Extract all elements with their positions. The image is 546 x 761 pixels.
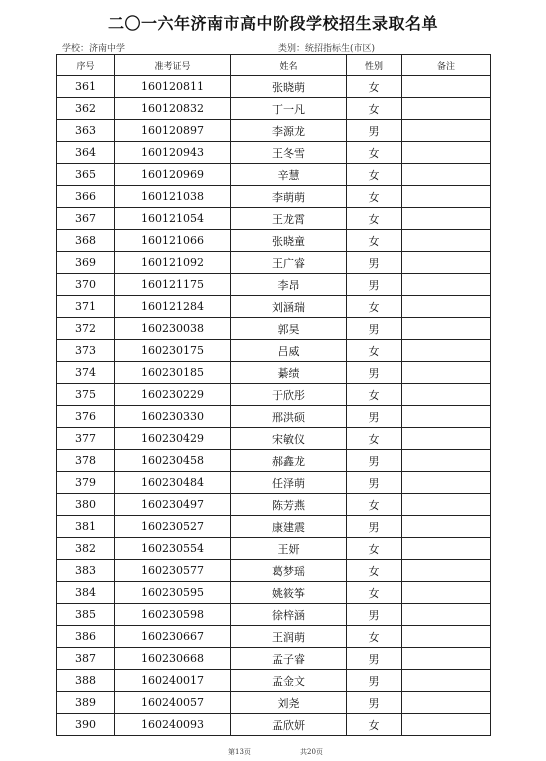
cell-seq: 376 — [57, 406, 115, 428]
cell-gender: 男 — [347, 648, 402, 670]
cell-remark — [402, 494, 491, 516]
cell-name: 王龙霄 — [231, 208, 347, 230]
cell-remark — [402, 384, 491, 406]
cell-gender: 女 — [347, 384, 402, 406]
table-row — [57, 164, 491, 186]
table-row — [57, 450, 491, 472]
cell-gender: 男 — [347, 472, 402, 494]
cell-remark — [402, 252, 491, 274]
cell-gender: 女 — [347, 340, 402, 362]
cell-exam-id: 160240057 — [115, 692, 231, 714]
cell-remark — [402, 98, 491, 120]
cell-name: 王冬雪 — [231, 142, 347, 164]
cell-remark — [402, 560, 491, 582]
cell-remark — [402, 472, 491, 494]
table-row — [57, 318, 491, 340]
cell-exam-id: 160230458 — [115, 450, 231, 472]
cell-gender: 男 — [347, 516, 402, 538]
cell-gender: 男 — [347, 604, 402, 626]
table-row — [57, 692, 491, 714]
cell-name: 张晓萌 — [231, 76, 347, 98]
cell-seq: 365 — [57, 164, 115, 186]
column-header-name: 姓名 — [231, 55, 347, 76]
cell-exam-id: 160120832 — [115, 98, 231, 120]
cell-name: 孟金文 — [231, 670, 347, 692]
cell-seq: 364 — [57, 142, 115, 164]
cell-remark — [402, 230, 491, 252]
cell-name: 康建震 — [231, 516, 347, 538]
table-row — [57, 384, 491, 406]
cell-exam-id: 160120811 — [115, 76, 231, 98]
table-row — [57, 186, 491, 208]
table-row — [57, 626, 491, 648]
cell-seq: 362 — [57, 98, 115, 120]
cell-seq: 366 — [57, 186, 115, 208]
table-row — [57, 604, 491, 626]
cell-gender: 男 — [347, 318, 402, 340]
cell-gender: 女 — [347, 164, 402, 186]
cell-remark — [402, 362, 491, 384]
cell-remark — [402, 406, 491, 428]
cell-remark — [402, 142, 491, 164]
cell-gender: 男 — [347, 670, 402, 692]
cell-exam-id: 160230595 — [115, 582, 231, 604]
cell-exam-id: 160121066 — [115, 230, 231, 252]
cell-exam-id: 160120943 — [115, 142, 231, 164]
cell-remark — [402, 604, 491, 626]
table-row — [57, 208, 491, 230]
cell-exam-id: 160230497 — [115, 494, 231, 516]
cell-seq: 383 — [57, 560, 115, 582]
cell-name: 孟子睿 — [231, 648, 347, 670]
cell-gender: 女 — [347, 296, 402, 318]
cell-name: 任泽萌 — [231, 472, 347, 494]
table-row — [57, 428, 491, 450]
table-row — [57, 648, 491, 670]
cell-seq: 370 — [57, 274, 115, 296]
cell-name: 李萌萌 — [231, 186, 347, 208]
cell-gender: 男 — [347, 120, 402, 142]
cell-seq: 386 — [57, 626, 115, 648]
cell-gender: 女 — [347, 494, 402, 516]
cell-seq: 372 — [57, 318, 115, 340]
table-row — [57, 406, 491, 428]
cell-seq: 382 — [57, 538, 115, 560]
cell-name: 刘涵瑞 — [231, 296, 347, 318]
cell-name: 王广睿 — [231, 252, 347, 274]
cell-remark — [402, 626, 491, 648]
table-row — [57, 274, 491, 296]
table-row — [57, 142, 491, 164]
cell-gender: 女 — [347, 538, 402, 560]
cell-gender: 男 — [347, 252, 402, 274]
cell-remark — [402, 318, 491, 340]
cell-name: 姚筱筝 — [231, 582, 347, 604]
cell-name: 王妍 — [231, 538, 347, 560]
table-row — [57, 340, 491, 362]
cell-name: 李昂 — [231, 274, 347, 296]
page-total: 共20页 — [300, 748, 323, 756]
table-row — [57, 120, 491, 142]
cell-remark — [402, 582, 491, 604]
cell-seq: 371 — [57, 296, 115, 318]
cell-gender: 女 — [347, 98, 402, 120]
cell-seq: 369 — [57, 252, 115, 274]
cell-seq: 384 — [57, 582, 115, 604]
cell-remark — [402, 692, 491, 714]
cell-remark — [402, 516, 491, 538]
cell-gender: 男 — [347, 406, 402, 428]
table-row — [57, 472, 491, 494]
cell-remark — [402, 164, 491, 186]
cell-remark — [402, 670, 491, 692]
cell-seq: 367 — [57, 208, 115, 230]
cell-exam-id: 160230330 — [115, 406, 231, 428]
column-header-seq: 序号 — [57, 55, 115, 76]
cell-seq: 381 — [57, 516, 115, 538]
column-header-exam-id: 准考证号 — [115, 55, 231, 76]
admission-table — [56, 54, 491, 736]
cell-gender: 女 — [347, 208, 402, 230]
cell-remark — [402, 120, 491, 142]
cell-exam-id: 160230175 — [115, 340, 231, 362]
cell-name: 宋敏仪 — [231, 428, 347, 450]
page-title: 二〇一六年济南市高中阶段学校招生录取名单 — [107, 14, 438, 33]
cell-exam-id: 160230229 — [115, 384, 231, 406]
cell-seq: 377 — [57, 428, 115, 450]
cell-exam-id: 160121092 — [115, 252, 231, 274]
cell-exam-id: 160120897 — [115, 120, 231, 142]
cell-remark — [402, 340, 491, 362]
cell-gender: 女 — [347, 230, 402, 252]
table-body — [57, 76, 491, 736]
cell-name: 孟欣妍 — [231, 714, 347, 736]
table-row — [57, 538, 491, 560]
column-header-remark: 备注 — [402, 55, 491, 76]
cell-seq: 378 — [57, 450, 115, 472]
cell-seq: 368 — [57, 230, 115, 252]
cell-seq: 380 — [57, 494, 115, 516]
cell-exam-id: 160121038 — [115, 186, 231, 208]
cell-remark — [402, 450, 491, 472]
cell-gender: 女 — [347, 560, 402, 582]
cell-exam-id: 160121054 — [115, 208, 231, 230]
cell-exam-id: 160230577 — [115, 560, 231, 582]
table-row — [57, 516, 491, 538]
cell-seq: 373 — [57, 340, 115, 362]
school-label: 学校：济南中学 — [62, 44, 126, 54]
table-row — [57, 252, 491, 274]
cell-exam-id: 160230598 — [115, 604, 231, 626]
cell-seq: 387 — [57, 648, 115, 670]
cell-seq: 388 — [57, 670, 115, 692]
cell-name: 刘尧 — [231, 692, 347, 714]
cell-gender: 男 — [347, 362, 402, 384]
cell-exam-id: 160230429 — [115, 428, 231, 450]
cell-name: 邢洪硕 — [231, 406, 347, 428]
cell-seq: 374 — [57, 362, 115, 384]
cell-gender: 女 — [347, 76, 402, 98]
cell-gender: 女 — [347, 714, 402, 736]
table-row — [57, 230, 491, 252]
table-header-row — [57, 55, 491, 76]
page-number: 第13页 — [228, 748, 251, 756]
cell-exam-id: 160120969 — [115, 164, 231, 186]
cell-name: 徐梓涵 — [231, 604, 347, 626]
cell-remark — [402, 186, 491, 208]
cell-gender: 女 — [347, 582, 402, 604]
cell-gender: 女 — [347, 626, 402, 648]
cell-exam-id: 160230484 — [115, 472, 231, 494]
table-row — [57, 296, 491, 318]
cell-name: 吕威 — [231, 340, 347, 362]
cell-exam-id: 160230527 — [115, 516, 231, 538]
table-row — [57, 714, 491, 736]
cell-name: 郭昊 — [231, 318, 347, 340]
table-row — [57, 670, 491, 692]
cell-remark — [402, 76, 491, 98]
cell-gender: 男 — [347, 274, 402, 296]
cell-seq: 389 — [57, 692, 115, 714]
cell-exam-id: 160121284 — [115, 296, 231, 318]
table-row — [57, 98, 491, 120]
cell-seq: 363 — [57, 120, 115, 142]
cell-name: 綦绩 — [231, 362, 347, 384]
cell-exam-id: 160240017 — [115, 670, 231, 692]
cell-exam-id: 160121175 — [115, 274, 231, 296]
cell-name: 陈芳燕 — [231, 494, 347, 516]
cell-name: 丁一凡 — [231, 98, 347, 120]
cell-name: 王润萌 — [231, 626, 347, 648]
category-label: 类别：统招指标生(市区) — [278, 44, 376, 54]
cell-exam-id: 160230185 — [115, 362, 231, 384]
table-row — [57, 560, 491, 582]
cell-seq: 361 — [57, 76, 115, 98]
cell-name: 辛慧 — [231, 164, 347, 186]
column-header-gender: 性别 — [347, 55, 402, 76]
table-row — [57, 76, 491, 98]
cell-name: 李源龙 — [231, 120, 347, 142]
cell-gender: 男 — [347, 450, 402, 472]
cell-gender: 女 — [347, 142, 402, 164]
cell-gender: 男 — [347, 692, 402, 714]
cell-exam-id: 160240093 — [115, 714, 231, 736]
table-row — [57, 582, 491, 604]
table-row — [57, 362, 491, 384]
cell-remark — [402, 648, 491, 670]
cell-name: 于欣彤 — [231, 384, 347, 406]
cell-remark — [402, 208, 491, 230]
cell-exam-id: 160230038 — [115, 318, 231, 340]
cell-name: 郝鑫龙 — [231, 450, 347, 472]
cell-gender: 女 — [347, 428, 402, 450]
cell-seq: 379 — [57, 472, 115, 494]
cell-seq: 390 — [57, 714, 115, 736]
cell-remark — [402, 296, 491, 318]
cell-seq: 375 — [57, 384, 115, 406]
cell-gender: 女 — [347, 186, 402, 208]
cell-exam-id: 160230668 — [115, 648, 231, 670]
cell-exam-id: 160230667 — [115, 626, 231, 648]
cell-name: 葛梦瑶 — [231, 560, 347, 582]
cell-remark — [402, 714, 491, 736]
cell-name: 张晓童 — [231, 230, 347, 252]
cell-remark — [402, 274, 491, 296]
cell-exam-id: 160230554 — [115, 538, 231, 560]
cell-remark — [402, 538, 491, 560]
table-row — [57, 494, 491, 516]
cell-seq: 385 — [57, 604, 115, 626]
cell-remark — [402, 428, 491, 450]
